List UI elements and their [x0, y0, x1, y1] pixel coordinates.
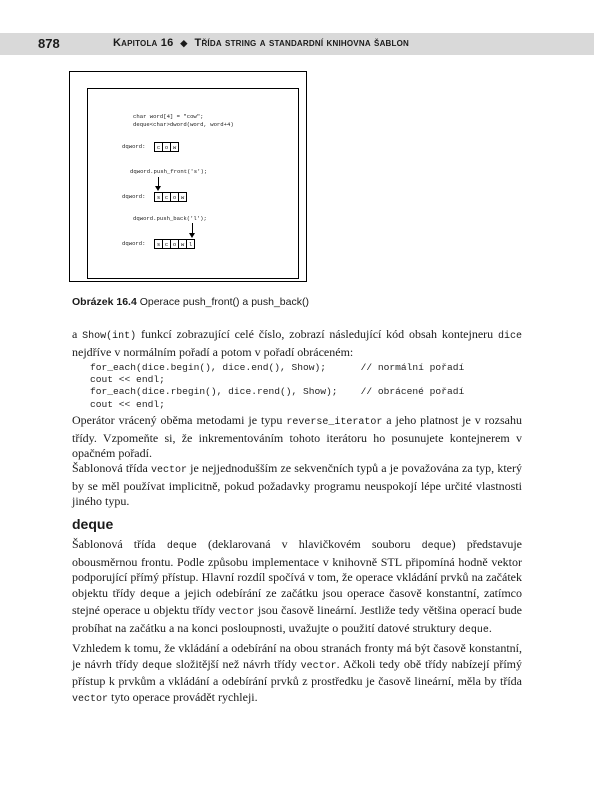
text: je nejjednodušším ze sekvenčních typů a je považována za typ, který by se měl používat implicitně, pokud požadavky programu neuspokojí lépe určité vlastnosti jiného typu. [72, 461, 523, 508]
figure-code-line-1: char word[4] = "cow"; [133, 113, 204, 120]
cell: c [162, 192, 171, 202]
cell: w [178, 239, 187, 249]
caption-number: Obrázek 16.4 [72, 296, 137, 308]
figure-code-line-2: deque<char>dword(word, word+4) [133, 121, 234, 128]
section-heading: deque [72, 516, 114, 532]
text: tyto operace provádět rychleji. [108, 689, 258, 704]
text: (deklarovaná v hlavičkovém souboru [196, 537, 422, 551]
inline-code: deque [421, 541, 452, 552]
text: Vzhledem k tomu, že vkládání a odebírání na obou stranách fronty má být časově konstantní, je návrh třídy [72, 641, 522, 671]
inline-code: reverse_iterator [286, 417, 383, 428]
inline-code: vector [72, 693, 109, 705]
code-line: cout << endl; [90, 374, 165, 386]
inline-code: deque [458, 624, 489, 636]
text: složitější než návrh třídy [172, 656, 301, 671]
inline-code: deque [142, 660, 173, 672]
paragraph-1 [72, 327, 522, 360]
code-line: cout << endl; [90, 398, 165, 410]
inline-code: dice [497, 331, 522, 342]
running-title [113, 37, 409, 49]
cell: w [178, 192, 187, 202]
paragraph-4 [72, 537, 522, 638]
text: nejdříve v normálním pořadí a potom v pořadí obráceném: [72, 344, 354, 359]
chapter-title: Třída string a standardní knihovna šablon [194, 37, 410, 49]
push-back-call: dqword.push_back('l'); [133, 215, 207, 222]
paragraph-2 [72, 413, 522, 462]
arrow-head-icon [155, 186, 161, 191]
arrow-head-icon [189, 233, 195, 238]
figure-code [133, 113, 234, 129]
text: jsou časově lineární. Jestliže tedy většina operací bude probíhat na začátku a na konci posloupnosti, uvažujte o použití datové struktury [72, 603, 522, 635]
paragraph-5 [72, 641, 522, 707]
chapter-label: Kapitola 16 [113, 37, 174, 49]
code-line: for_each(dice.rbegin(), dice.rend(), Show); // obrácené pořadí [90, 386, 465, 398]
text: a [72, 327, 83, 341]
row2-label: dqword: [122, 193, 146, 200]
text: Šablonová třída [72, 461, 151, 475]
code-line: for_each(dice.begin(), dice.end(), Show); // normální pořadí [90, 362, 465, 373]
text: . Ačkoli tedy obě třídy nabízejí přímý přístup k prvkům a vkládání a odebírání prvků z prostředku je časově lineární, měla by třída [72, 656, 522, 688]
inline-code: vector [300, 660, 337, 672]
cell: l [186, 239, 195, 249]
caption-text: Operace push_front() a push_back() [136, 296, 309, 308]
paragraph-3 [72, 461, 522, 510]
inline-code: deque [139, 589, 170, 601]
page-number: 878 [38, 36, 60, 51]
cell: c [162, 239, 171, 249]
cell: o [170, 239, 179, 249]
diamond-separator-icon: ◆ [180, 38, 188, 48]
push-front-call: dqword.push_front('s'); [130, 168, 208, 175]
row1-label: dqword: [122, 143, 146, 150]
text: a jejich odebírání ze začátku jsou operace časově konstantní, zatímco stejné operace u objektu třídy [72, 585, 522, 617]
row2-cells [155, 192, 187, 202]
row3-cells [155, 239, 195, 249]
cell: w [170, 142, 179, 152]
inline-code: vector [150, 465, 187, 476]
cell: c [154, 142, 163, 152]
row1-cells [155, 142, 179, 152]
cell: o [170, 192, 179, 202]
figure-caption [72, 296, 309, 308]
cell: s [154, 239, 163, 249]
text: . [488, 620, 492, 635]
inline-code: vector [218, 607, 255, 618]
cell: s [154, 192, 163, 202]
row3-label: dqword: [122, 240, 146, 247]
text: funkcí zobrazující celé číslo, zobrazí následující kód obsah kontejneru [136, 327, 498, 341]
text: Šablonová třída [72, 537, 167, 551]
code-listing [90, 362, 464, 411]
text: Operátor vrácený oběma metodami je typu [72, 413, 287, 427]
cell: o [162, 142, 171, 152]
running-header [0, 33, 594, 55]
text: a jeho platnost je v rozsahu třídy. Vzpomeňte si, že inkrementováním tohoto iterátoru ho posunujete kontejnerem v opačném pořadí. [72, 413, 523, 460]
text: ) představuje obousměrnou frontu. Podle způsobu implementace v knihovně STL připomíná hodně vektor podporující přímý přístup. Hlavní rozdíl spočívá v tom, že operace vkládání prvků na začátek objektu třídy [72, 537, 523, 600]
inline-code: deque [166, 541, 197, 552]
inline-code: Show(int) [82, 331, 137, 342]
